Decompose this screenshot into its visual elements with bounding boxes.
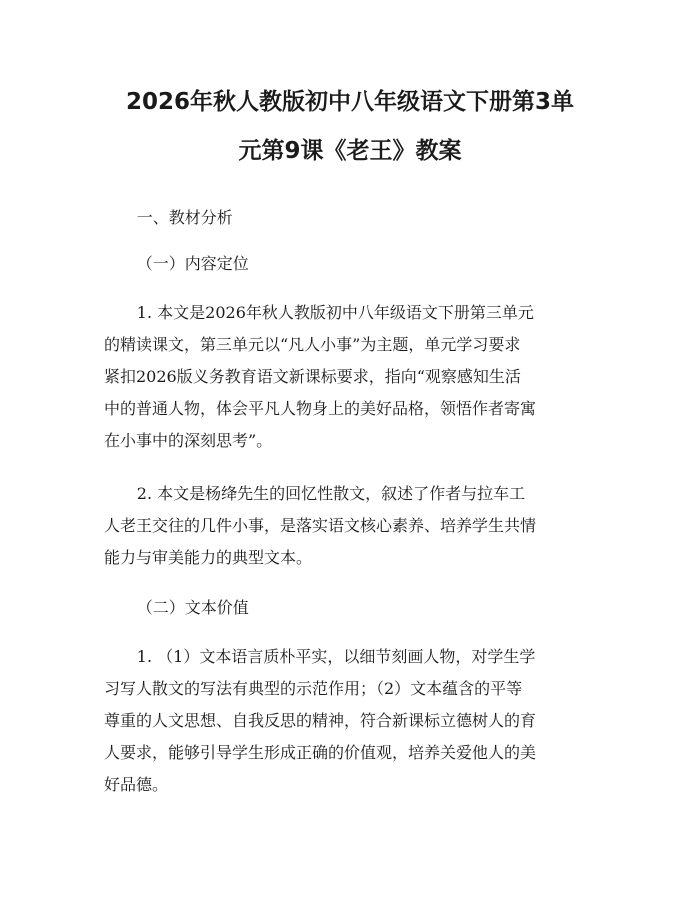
paragraph-line: 2. 本文是杨绛先生的回忆性散文，叙述了作者与拉车工	[136, 484, 526, 503]
subsection-heading: （一）内容定位	[136, 254, 249, 273]
section-heading: 一、教材分析	[136, 208, 233, 227]
title-line: 元第9课《老王》教案	[238, 138, 462, 164]
paragraph-line: 在小事中的深刻思考”。	[104, 431, 273, 450]
paragraph-line: 中的普通人物，体会平凡人物身上的美好品格，领悟作者寄寓	[104, 399, 537, 418]
paragraph-line: 人要求，能够引导学生形成正确的价值观，培养关爱他人的美	[104, 743, 537, 762]
paragraph-line: 习写人散文的写法有典型的示范作用；（2）文本蕴含的平等	[104, 679, 523, 698]
paragraph-line: 好品德。	[104, 775, 169, 794]
paragraph-line: 1. 本文是2026年秋人教版初中八年级语文下册第三单元	[136, 303, 534, 322]
paragraph-line: 人老王交往的几件小事，是落实语文核心素养、培养学生共情	[104, 516, 537, 535]
paragraph	[104, 297, 596, 457]
paragraph-line: 尊重的人文思想、自我反思的精神，符合新课标立德树人的育	[104, 711, 537, 730]
document-title	[104, 78, 596, 176]
title-line: 2026年秋人教版初中八年级语文下册第3单	[125, 89, 575, 115]
paragraph-line: 1. （1）文本语言质朴平实，以细节刻画人物，对学生学	[136, 647, 536, 666]
paragraph-line: 的精读课文，第三单元以“凡人小事”为主题，单元学习要求	[104, 335, 521, 354]
paragraph	[104, 478, 596, 574]
subsection-heading: （二）文本价值	[136, 598, 249, 617]
paragraph	[104, 641, 596, 801]
paragraph-line: 能力与审美能力的典型文本。	[104, 548, 313, 567]
paragraph-line: 紧扣2026版义务教育语文新课标要求，指向“观察感知生活	[104, 367, 521, 386]
